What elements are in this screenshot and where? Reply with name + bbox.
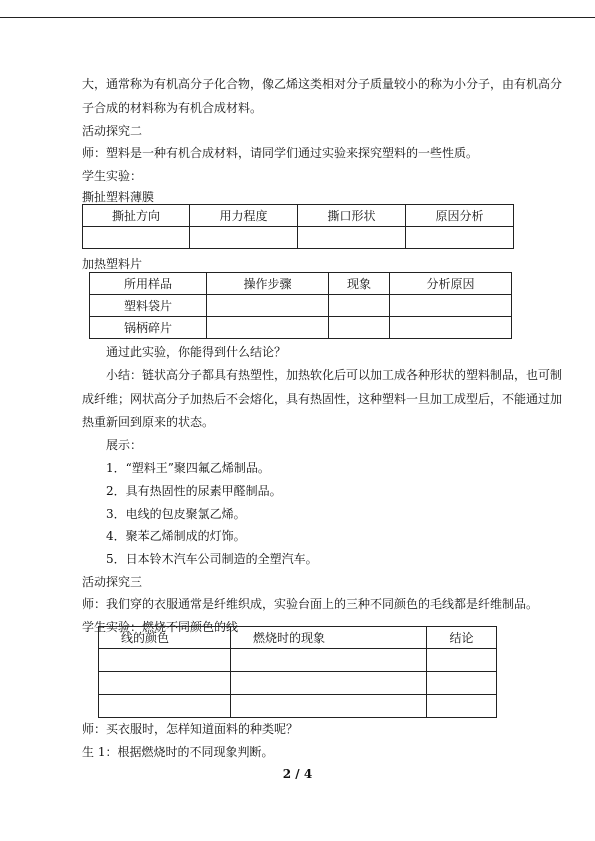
table-header-cell: 线的颜色 (99, 627, 231, 649)
table-cell (329, 295, 390, 317)
table-cell (231, 649, 427, 672)
table-cell (390, 295, 512, 317)
table-cell (99, 649, 231, 672)
table-cell (427, 649, 497, 672)
table-cell (406, 227, 514, 249)
burn-thread-table (98, 626, 497, 718)
show-item: 5．日本铃木汽车公司制造的全塑汽车。 (106, 552, 318, 566)
page-number: 2 / 4 (282, 767, 313, 781)
table-cell (99, 695, 231, 718)
table-header-cell: 原因分析 (406, 205, 514, 227)
table-header-cell: 分析原因 (390, 273, 512, 295)
teacher-line-2: 师：我们穿的衣服通常是纤维织成，实验台面上的三种不同颜色的毛线都是纤维制品。 (82, 597, 539, 611)
heading-activity-2: 活动探究二 (82, 124, 143, 138)
heat-plastic-title: 加热塑料片 (82, 257, 143, 271)
tear-film-title: 撕扯塑料薄膜 (82, 190, 155, 204)
table-header-cell: 操作步骤 (207, 273, 329, 295)
summary-line-1: 小结：链状高分子都具有热塑性，加热软化后可以加工成各种形状的塑料制品，也可制 (106, 368, 563, 382)
teacher-line-1: 师：塑料是一种有机合成材料，请同学们通过实验来探究塑料的一些性质。 (82, 146, 479, 160)
summary-line-3: 热重新回到原来的状态。 (82, 415, 215, 429)
heading-activity-3: 活动探究三 (82, 575, 143, 589)
heat-plastic-table (89, 272, 512, 339)
tear-film-table (82, 204, 514, 249)
table-cell (390, 317, 512, 339)
summary-line-2: 成纤维；网状高分子加热后不会熔化，具有热固性，这种塑料一旦加工成型后，不能通过加 (82, 392, 563, 406)
table-cell: 塑料袋片 (90, 295, 207, 317)
table-cell (427, 695, 497, 718)
table-cell (99, 672, 231, 695)
table-cell (83, 227, 190, 249)
student-experiment-label-1: 学生实验： (82, 169, 143, 183)
show-item: 4．聚苯乙烯制成的灯饰。 (106, 529, 246, 543)
table-cell (298, 227, 406, 249)
show-item: 2．具有热固性的尿素甲醛制品。 (106, 484, 282, 498)
table-header-cell: 用力程度 (190, 205, 298, 227)
show-title: 展示： (106, 438, 143, 452)
header-rule (0, 17, 595, 18)
table-header-cell: 燃烧时的现象 (231, 627, 427, 649)
table-cell (427, 672, 497, 695)
question-line: 通过此实验，你能得到什么结论？ (106, 345, 287, 359)
table-header-cell: 撕扯方向 (83, 205, 190, 227)
student-experiment-label-2: 学生实验：燃烧不同颜色的线 (82, 620, 239, 634)
show-item: 1．“塑料王”聚四氟乙烯制品。 (106, 461, 270, 475)
table-header-cell: 撕口形状 (298, 205, 406, 227)
table-cell (231, 672, 427, 695)
table-header-cell: 现象 (329, 273, 390, 295)
table-header-cell: 结论 (427, 627, 497, 649)
teacher-line-3: 师：买衣服时，怎样知道面料的种类呢？ (82, 722, 299, 736)
table-cell (207, 295, 329, 317)
table-cell (190, 227, 298, 249)
table-cell: 锅柄碎片 (90, 317, 207, 339)
table-header-cell: 所用样品 (90, 273, 207, 295)
paragraph-line-2: 子合成的材料称为有机合成材料。 (82, 101, 263, 115)
table-cell (207, 317, 329, 339)
show-item: 3．电线的包皮聚氯乙烯。 (106, 507, 246, 521)
student-line-1: 生 1：根据燃烧时的不同现象判断。 (82, 745, 274, 759)
table-cell (231, 695, 427, 718)
paragraph-line-1: 大，通常称为有机高分子化合物，像乙烯这类相对分子质量较小的称为小分子，由有机高分 (82, 77, 563, 91)
table-cell (329, 317, 390, 339)
